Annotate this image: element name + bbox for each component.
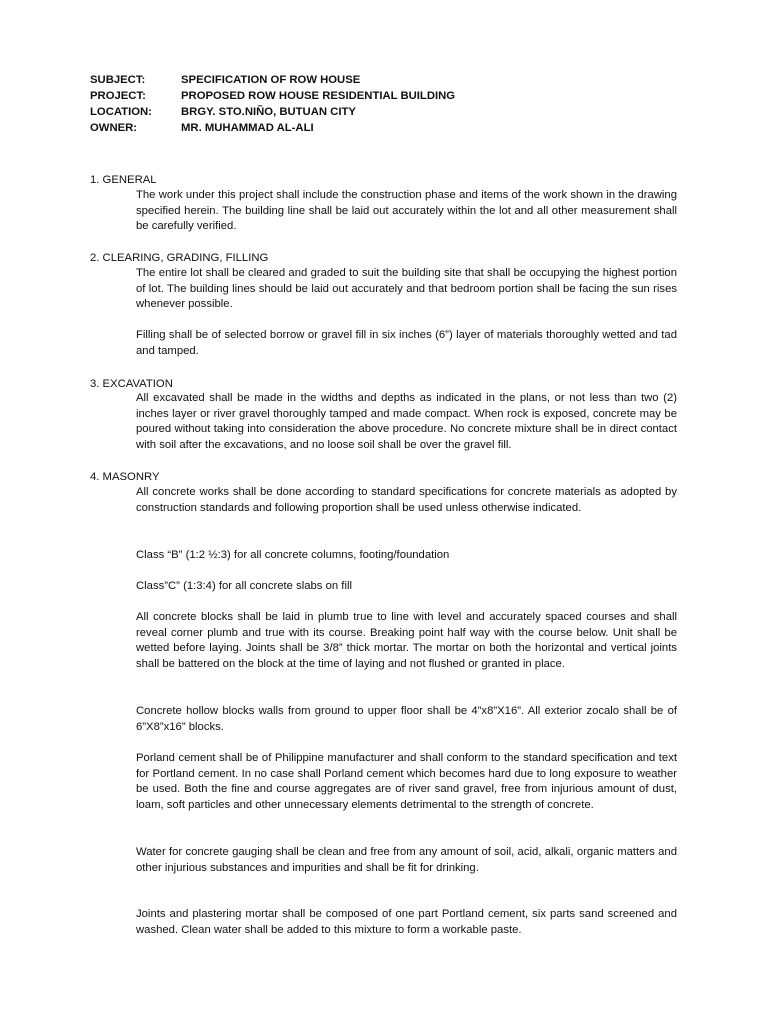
header-label: OWNER: — [90, 122, 138, 134]
header-project — [90, 88, 455, 104]
masonry-paragraph-3: Concrete hollow blocks walls from ground to upper floor shall be 4”x8”X16”. All exterior zocalo shall be of 6”X8”x16” blocks. — [136, 705, 677, 733]
header-label: LOCATION: — [90, 106, 152, 118]
section-heading-general: 1. GENERAL — [90, 174, 157, 186]
masonry-paragraph-2: All concrete blocks shall be laid in plumb true to line with level and accurately spaced courses and shall reveal corner plumb and true with its course. Breaking point half way with the course below. Unit shall be wetted before laying. Joints shall be 3/8” thick mortar. The mortar on both the horizontal and vertical joints shall be battered on the block at the time of laying and not flushed or granted in place. — [136, 611, 677, 670]
excavation-paragraph: All excavated shall be made in the widths and depths as indicated in the plans, or not less than two (2) inches layer or river gravel thoroughly tamped and made compact. When rock is exposed, concrete may be poured without taking into consideration the above procedure. No concrete mixture shall be in direct contact with soil after the excavations, and no loose soil shall be over the gravel fill. — [136, 392, 677, 451]
header-label: PROJECT: — [90, 90, 146, 102]
masonry-class-c: Class”C” (1:3:4) for all concrete slabs on fill — [136, 580, 352, 592]
masonry-paragraph-5: Water for concrete gauging shall be clean and free from any amount of soil, acid, alkali, organic matters and other injurious substances and impurities and shall be fit for drinking. — [136, 846, 677, 874]
header-value: MR. MUHAMMAD AL-ALI — [181, 122, 314, 134]
masonry-paragraph-1: All concrete works shall be done according to standard specifications for concrete materials as adopted by construction standards and following proportion shall be used unless otherwise indicated. — [136, 486, 677, 514]
clearing-paragraph-1: The entire lot shall be cleared and graded to suit the building site that shall be occupying the highest portion of lot. The building lines should be laid out accurately and that bedroom portion shall be facing the sun rises whenever possible. — [136, 267, 677, 311]
header-value: SPECIFICATION OF ROW HOUSE — [181, 74, 361, 86]
header-owner — [90, 120, 314, 136]
header-value: PROPOSED ROW HOUSE RESIDENTIAL BUILDING — [181, 90, 456, 102]
general-paragraph: The work under this project shall include the construction phase and items of the work shown in the drawing specified herein. The building line shall be laid out accurately within the lot and all other measurement shall be carefully verified. — [136, 189, 677, 233]
header-subject — [90, 72, 360, 88]
header-label: SUBJECT: — [90, 74, 146, 86]
section-heading-clearing: 2. CLEARING, GRADING, FILLING — [90, 252, 269, 264]
section-heading-excavation: 3. EXCAVATION — [90, 378, 173, 390]
masonry-class-b: Class “B” (1:2 ½:3) for all concrete columns, footing/foundation — [136, 549, 450, 561]
clearing-paragraph-2: Filling shall be of selected borrow or gravel fill in six inches (6”) layer of materials thoroughly wetted and tad and tamped. — [136, 329, 677, 357]
masonry-paragraph-6: Joints and plastering mortar shall be composed of one part Portland cement, six parts sand screened and washed. Clean water shall be added to this mixture to form a workable paste. — [136, 908, 677, 936]
header-value: BRGY. STO.NIÑO, BUTUAN CITY — [181, 106, 356, 118]
masonry-paragraph-4: Porland cement shall be of Philippine manufacturer and shall conform to the standard specification and text for Portland cement. In no case shall Porland cement which becomes hard due to long exposure to weather be used. Both the fine and course aggregates are of river sand gravel, free from injurious amount of dust, loam, soft particles and other unnecessary elements detrimental to the strength of concrete. — [136, 752, 677, 811]
section-heading-masonry: 4. MASONRY — [90, 471, 160, 483]
header-location — [90, 104, 356, 120]
